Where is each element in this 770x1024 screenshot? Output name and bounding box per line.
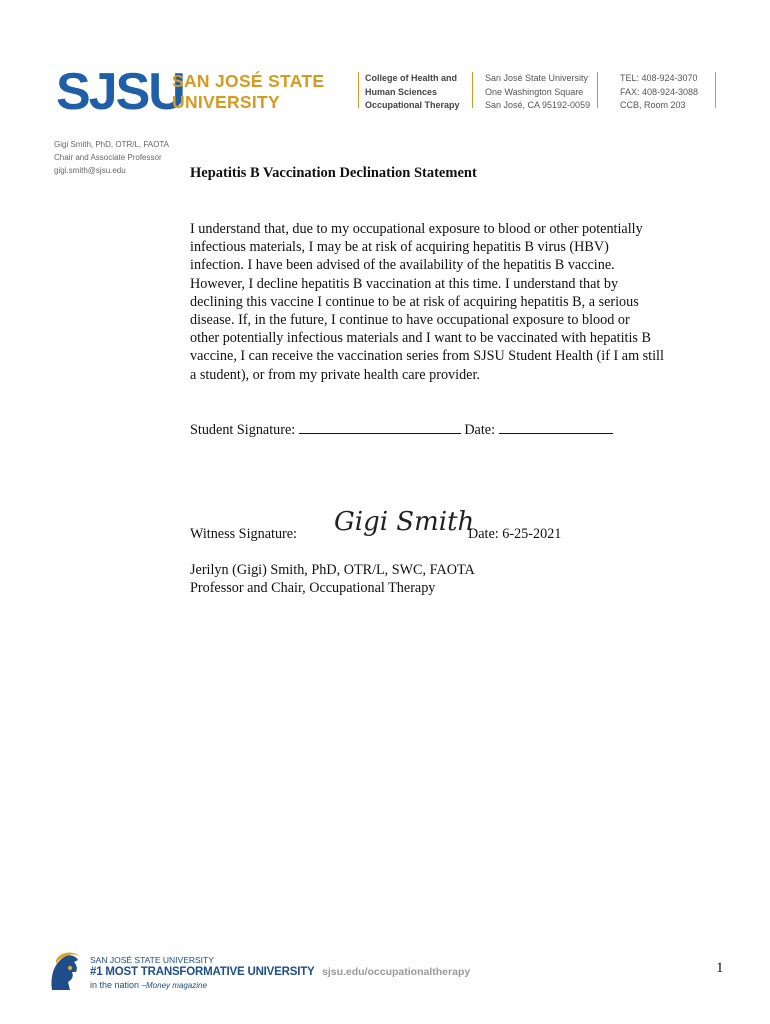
footer-nation-text: in the nation: [90, 980, 140, 990]
sender-email: gigi.smith@sjsu.edu: [54, 166, 126, 175]
college-line: Human Sciences: [365, 86, 438, 97]
page-number: 1: [716, 960, 724, 976]
student-signature-label: Student Signature:: [190, 422, 296, 438]
body-line: declining this vaccine I continue to be at risk of acquiring hepatitis B, a serious: [190, 293, 639, 310]
footer-url[interactable]: sjsu.edu/occupationaltherapy: [322, 966, 471, 978]
footer-nation: [90, 980, 207, 990]
body-line: disease. If, in the future, I continue to have occupational exposure to blood or: [190, 312, 630, 329]
body-line: infectious materials, I may be at risk of acquiring hepatitis B virus (HBV): [190, 239, 609, 256]
address-line: San José, CA 95192-0059: [485, 100, 591, 110]
address-block: [485, 72, 590, 113]
spartan-head-icon: [48, 950, 84, 994]
witness-signature-label: Witness Signature:: [190, 526, 298, 542]
student-signature-field[interactable]: [299, 421, 461, 434]
body-line: infection. I have been advised of the availability of the hepatitis B vaccine.: [190, 257, 615, 274]
college-line: Occupational Therapy: [365, 100, 460, 110]
contact-block: [620, 72, 698, 113]
body-line: a student), or from my private health care provider.: [190, 366, 480, 383]
address-line: One Washington Square: [485, 86, 584, 97]
student-signature-row: [190, 421, 613, 439]
witness-signature-image: [330, 500, 475, 540]
college-block: [365, 72, 460, 113]
college-line: College of Health and: [365, 73, 458, 83]
contact-line: FAX: 408-924-3088: [620, 86, 699, 97]
footer-tagline: #1 MOST TRANSFORMATIVE UNIVERSITY: [90, 966, 315, 978]
university-name-line2: UNIVERSITY: [172, 92, 281, 112]
contact-line: TEL: 408-924-3070: [620, 73, 698, 83]
footer-source: –Money magazine: [141, 981, 207, 990]
witness-date: Date: 6-25-2021: [468, 526, 562, 542]
university-name-line1: SAN JOSÉ STATE: [172, 71, 325, 91]
header-divider: [715, 72, 716, 108]
signer-name: Jerilyn (Gigi) Smith, PhD, OTR/L, SWC, FAOTA: [190, 562, 475, 578]
body-line: other potentially infectious materials and I want to be vaccinated with hepatitis B: [190, 330, 651, 347]
contact-line: CCB, Room 203: [620, 100, 686, 110]
signer-title: Professor and Chair, Occupational Therapy: [190, 580, 436, 596]
header-divider: [472, 72, 473, 108]
witness-signature-text: Gigi Smith: [334, 507, 475, 537]
body-line: I understand that, due to my occupational exposure to blood or other potentially: [190, 221, 643, 237]
body-line: However, I decline hepatitis B vaccination at this time. I understand that by: [190, 275, 619, 292]
address-line: San José State University: [485, 73, 589, 83]
document-title: Hepatitis B Vaccination Declination Statement: [190, 165, 477, 181]
sender-role: Chair and Associate Professor: [54, 153, 162, 162]
sjsu-logo-mark: SJSU: [56, 63, 184, 121]
sender-info: [54, 138, 169, 177]
body-paragraph: [190, 220, 730, 384]
header-divider: [597, 72, 598, 108]
footer-university: SAN JOSÉ STATE UNIVERSITY: [90, 955, 214, 965]
university-name-logo: [172, 71, 324, 113]
header-divider: [358, 72, 359, 108]
body-line: vaccine, I can receive the vaccination series from SJSU Student Health (if I am still: [190, 348, 664, 365]
sender-name: Gigi Smith, PhD, OTR/L, FAOTA: [54, 140, 169, 149]
student-date-field[interactable]: [499, 421, 613, 434]
student-date-label: Date:: [464, 422, 496, 438]
